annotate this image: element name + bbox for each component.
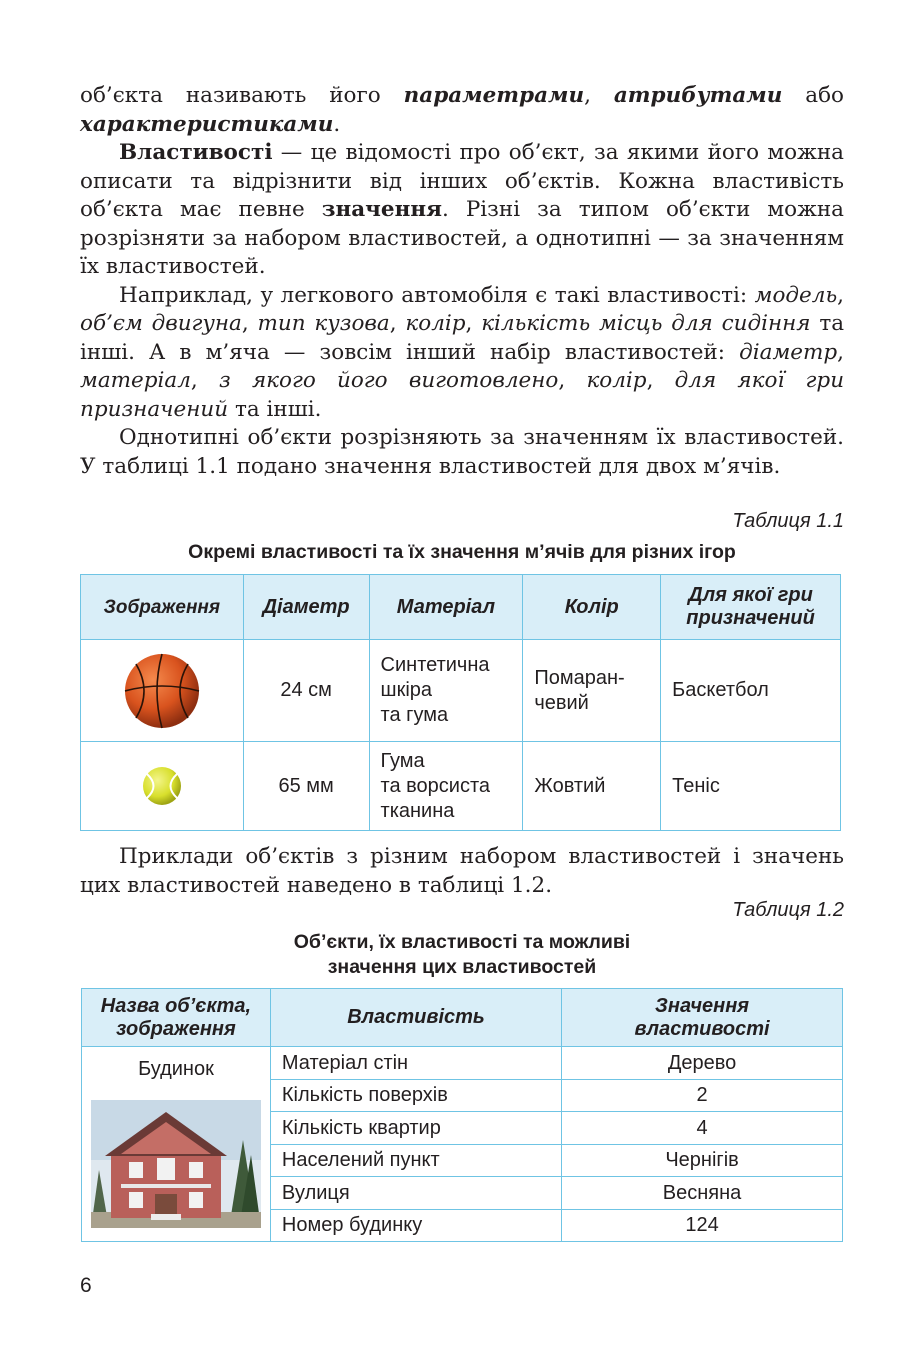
value-cell: Весняна [562, 1177, 843, 1210]
text-run: , [646, 368, 675, 393]
text-run: та інші. А в м’яча — зовсім інший набір властивостей: [80, 311, 845, 365]
table-1-title: Окремі властивості та їх значення м’ячів для різних ігор [188, 541, 736, 563]
tennis-ball-icon [140, 764, 184, 808]
body-text [80, 82, 844, 481]
table-header-row [82, 989, 843, 1047]
italic-term: колір [405, 311, 466, 336]
basketball-icon [122, 651, 202, 731]
italic-term: матеріал [80, 368, 191, 393]
table-2-number: Таблиця 1.2 [732, 899, 844, 921]
house-icon [91, 1100, 261, 1228]
color-cell: Жовтий [523, 742, 661, 831]
italic-term: модель [754, 282, 838, 308]
header-image: Зображення [81, 575, 244, 640]
text-run: та інші. [228, 396, 322, 422]
term-properties: Властивості [119, 140, 273, 165]
header-game: Для якої гри призначений [661, 575, 841, 640]
paragraph-2 [80, 139, 844, 282]
paragraph-3 [80, 282, 844, 425]
table-1-number: Таблиця 1.1 [732, 510, 844, 532]
property-cell: Матеріал стін [270, 1047, 561, 1080]
table-2-title-line-2: значення цих властивостей [327, 956, 597, 978]
game-cell: Теніс [661, 742, 841, 831]
game-cell: Баскетбол [661, 640, 841, 742]
color-cell [523, 640, 661, 742]
properties-table-balls [80, 574, 841, 831]
paragraph-4: Однотипні об’єкти розрізняють за значенням їх властивостей. У таблиці 1.1 подано значення властивостей для двох м’ячів. [80, 425, 844, 479]
text-run: або [782, 83, 845, 108]
text-run: Наприклад, у легкового автомобіля є такі властивості: [119, 282, 755, 308]
table-row [81, 742, 841, 831]
value-cell: 124 [562, 1210, 843, 1242]
table-2-title-line-1: Об’єкти, їх властивості та можливі [293, 931, 631, 953]
value-cell: 2 [562, 1080, 843, 1112]
paragraph-5: Приклади об’єктів з різним набором властивостей і значень цих властивостей наведено в таблиці 1.2. [80, 844, 844, 898]
italic-term: діаметр [739, 339, 838, 365]
term-parameters: параметрами [403, 83, 585, 108]
paragraph-1 [80, 82, 844, 139]
material-cell [369, 742, 523, 831]
text-run: , [465, 311, 482, 336]
image-cell [81, 640, 244, 742]
text-run: об’єкта називають його [80, 83, 404, 108]
text-run: , [241, 311, 258, 336]
material-line: шкіра [380, 679, 433, 701]
page-number: 6 [80, 1274, 92, 1297]
text-run: , [558, 368, 587, 393]
image-cell [81, 742, 244, 831]
value-cell: 4 [562, 1112, 843, 1145]
header-diameter: Діаметр [243, 575, 369, 640]
italic-term: тип кузова [257, 311, 390, 336]
text-run: , [190, 368, 219, 393]
term-attributes: атрибутами [613, 83, 783, 108]
italic-term: колір [586, 368, 647, 393]
material-line: Гума [380, 749, 425, 772]
table-header-row [81, 575, 841, 640]
header-object-name: Назва об’єкта, зображення [82, 989, 271, 1047]
text-run: . Різні за типом об’єкти можна розрізняти за набором властивостей, а однотипні — за значенням їх властивостей. [80, 197, 844, 279]
material-line: Синтетична [380, 654, 490, 676]
text-run: , [584, 83, 614, 108]
italic-term: для якої гри призначений [80, 368, 845, 422]
header-color: Колір [523, 575, 661, 640]
value-cell: Чернігів [562, 1145, 843, 1177]
table-row [81, 640, 841, 742]
table-row [82, 1047, 843, 1080]
term-characteristics: характеристиками [80, 111, 334, 137]
color-line: чевий [534, 691, 589, 714]
header-material: Матеріал [369, 575, 523, 640]
property-cell: Номер будинку [270, 1210, 561, 1242]
header-value: Значення властивості [562, 989, 843, 1047]
diameter-cell: 24 см [243, 640, 369, 742]
properties-table-house [81, 988, 843, 1242]
text-run: , [389, 311, 406, 336]
italic-term: кількість місць для сидіння [481, 311, 811, 336]
italic-term: об’єм двигуна [80, 311, 242, 336]
material-line: та ворсиста [380, 774, 491, 797]
term-value: значення [321, 197, 442, 222]
material-line: та гума [380, 704, 449, 726]
material-cell [369, 640, 523, 742]
text-run: , [837, 282, 844, 308]
text-run: — це відомості про об’єкт, за якими його можна описати та відрізнити від інших об’єктів. Кожна властивість об’єкта має певне [80, 140, 844, 222]
text-run: , [837, 339, 844, 365]
value-cell: Дерево [562, 1047, 843, 1080]
property-cell: Вулиця [270, 1177, 561, 1210]
diameter-cell: 65 мм [243, 742, 369, 831]
property-cell: Кількість квартир [270, 1112, 561, 1145]
property-cell: Кількість поверхів [270, 1080, 561, 1112]
header-property: Властивість [270, 989, 561, 1047]
color-line: Помаран- [534, 666, 625, 689]
italic-term: з якого його виготовлено [218, 368, 559, 393]
object-cell [82, 1047, 271, 1242]
object-name: Будинок [138, 1058, 214, 1080]
property-cell: Населений пункт [270, 1145, 561, 1177]
material-line: тканина [380, 799, 455, 822]
text-run: . [333, 111, 341, 137]
